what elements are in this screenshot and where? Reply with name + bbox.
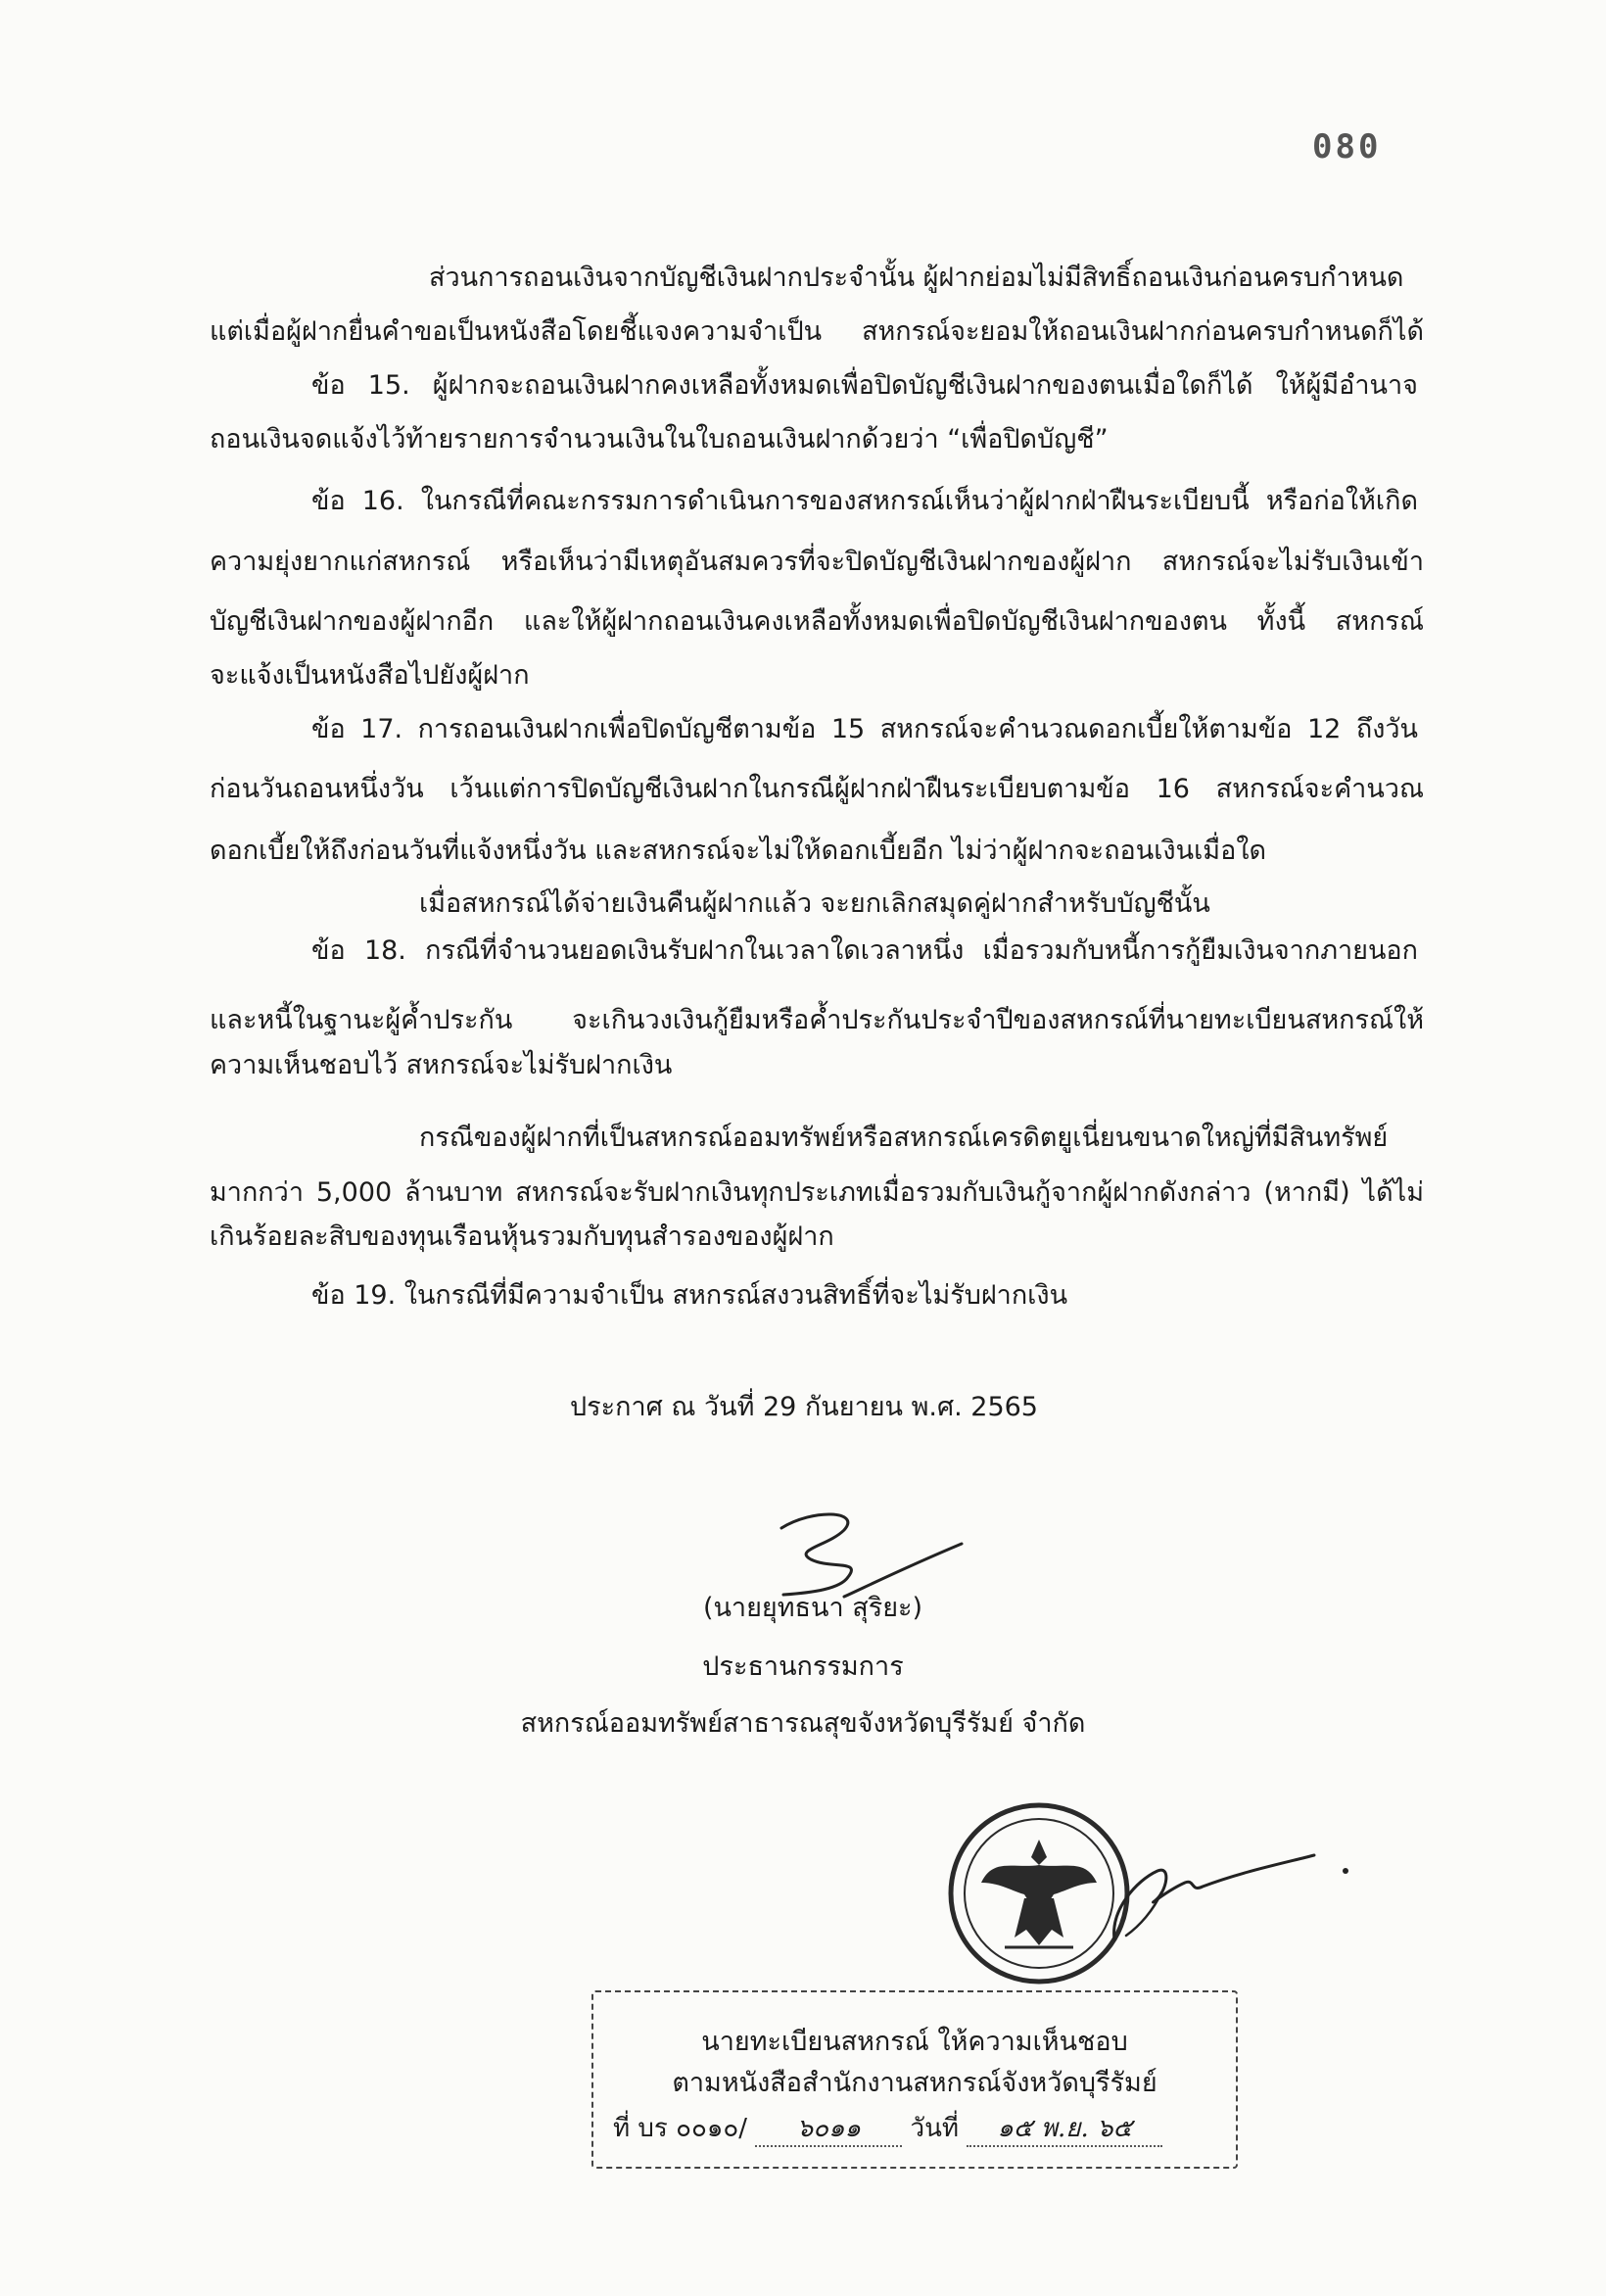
paragraph-line: ถอนเงินจดแจ้งไว้ท้ายรายการจำนวนเงินในใบถอนเงินฝากด้วยว่า “เพื่อปิดบัญชี” <box>210 424 1109 454</box>
paragraph-line: ความเห็นชอบไว้ สหกรณ์จะไม่รับฝากเงิน <box>210 1050 673 1080</box>
paragraph-line: มากกว่า 5,000 ล้านบาท สหกรณ์จะรับฝากเงินทุกประเภทเมื่อรวมกับเงินกู้จากผู้ฝากดังกล่าว (หากมี) ได้ไม่ <box>210 1177 1424 1208</box>
registrar-approval-stamp <box>591 1990 1238 2169</box>
paragraph-line: และหนี้ในฐานะผู้ค้ำประกัน จะเกินวงเงินกู้ยืมหรือค้ำประกันประจำปีของสหกรณ์ที่นายทะเบียนสหกรณ์ให้ <box>210 1005 1424 1035</box>
registrar-signature <box>1097 1842 1322 1959</box>
paragraph-line: ส่วนการถอนเงินจากบัญชีเงินฝากประจำนั้น ผู้ฝากย่อมไม่มีสิทธิ์ถอนเงินก่อนครบกำหนด <box>429 263 1404 293</box>
page-number: 080 <box>1312 127 1382 167</box>
announcement-date: ประกาศ ณ วันที่ 29 กันยายน พ.ศ. 2565 <box>570 1392 1038 1422</box>
stamp-date-label: วันที่ <box>910 2114 960 2143</box>
stamp-reference-line: ตามหนังสือสำนักงานสหกรณ์จังหวัดบุรีรัมย์ <box>672 2068 1157 2098</box>
paragraph-line: ข้อ 18. กรณีที่จำนวนยอดเงินรับฝากในเวลาใดเวลาหนึ่ง เมื่อรวมกับหนี้การกู้ยืมเงินจากภายนอก <box>311 935 1418 966</box>
paragraph-line: ก่อนวันถอนหนึ่งวัน เว้นแต่การปิดบัญชีเงินฝากในกรณีผู้ฝากฝ่าฝืนระเบียบตามข้อ 16 สหกรณ์จะคำนวณ <box>210 774 1424 804</box>
signatory-name: (นายยุทธนา สุริยะ) <box>702 1593 923 1623</box>
paragraph-line: บัญชีเงินฝากของผู้ฝากอีก และให้ผู้ฝากถอนเงินคงเหลือทั้งหมดเพื่อปิดบัญชีเงินฝากของตน ทั้งนี้ สหกรณ์ <box>210 606 1424 637</box>
paragraph-line: ข้อ 15. ผู้ฝากจะถอนเงินฝากคงเหลือทั้งหมดเพื่อปิดบัญชีเงินฝากของตนเมื่อใดก็ได้ ให้ผู้มีอำนาจ <box>311 370 1418 401</box>
stamp-ref-number: ๖๐๑๑ <box>755 2112 902 2147</box>
ink-dot <box>1342 1867 1349 1875</box>
signatory-position: ประธานกรรมการ <box>702 1651 904 1682</box>
paragraph-line: แต่เมื่อผู้ฝากยื่นคำขอเป็นหนังสือโดยชี้แจงความจำเป็น สหกรณ์จะยอมให้ถอนเงินฝากก่อนครบกำหนดก็ได้ <box>210 316 1424 347</box>
paragraph-line: ความยุ่งยากแก่สหกรณ์ หรือเห็นว่ามีเหตุอันสมควรที่จะปิดบัญชีเงินฝากของผู้ฝาก สหกรณ์จะไม่รับเงินเข้า <box>210 547 1424 577</box>
paragraph-line: เกินร้อยละสิบของทุนเรือนหุ้นรวมกับทุนสำรองของผู้ฝาก <box>210 1221 834 1252</box>
paragraph-line: ข้อ 16. ในกรณีที่คณะกรรมการดำเนินการของสหกรณ์เห็นว่าผู้ฝากฝ่าฝืนระเบียบนี้ หรือก่อให้เกิด <box>311 486 1418 516</box>
paragraph-line: ดอกเบี้ยให้ถึงก่อนวันที่แจ้งหนึ่งวัน และสหกรณ์จะไม่ให้ดอกเบี้ยอีก ไม่ว่าผู้ฝากจะถอนเงินเมื่อใด <box>210 836 1267 866</box>
stamp-document-reference <box>613 2112 1162 2147</box>
paragraph-line: จะแจ้งเป็นหนังสือไปยังผู้ฝาก <box>210 660 530 691</box>
paragraph-line: เมื่อสหกรณ์ได้จ่ายเงินคืนผู้ฝากแล้ว จะยกเลิกสมุดคู่ฝากสำหรับบัญชีนั้น <box>419 888 1210 919</box>
stamp-approval-line: นายทะเบียนสหกรณ์ ให้ความเห็นชอบ <box>701 2027 1128 2057</box>
paragraph-line: ข้อ 17. การถอนเงินฝากเพื่อปิดบัญชีตามข้อ 15 สหกรณ์จะคำนวณดอกเบี้ยให้ตามข้อ 12 ถึงวัน <box>311 714 1418 744</box>
paragraph-line: กรณีของผู้ฝากที่เป็นสหกรณ์ออมทรัพย์หรือสหกรณ์เครดิตยูเนี่ยนขนาดใหญ่ที่มีสินทรัพย์ <box>419 1123 1389 1153</box>
paragraph-line: ข้อ 19. ในกรณีที่มีความจำเป็น สหกรณ์สงวนสิทธิ์ที่จะไม่รับฝากเงิน <box>311 1280 1068 1311</box>
signatory-organization: สหกรณ์ออมทรัพย์สาธารณสุขจังหวัดบุรีรัมย์ จำกัด <box>520 1708 1086 1739</box>
stamp-ref-prefix: ที่ บร ๐๐๑๐/ <box>613 2114 748 2143</box>
stamp-date-value: ๑๕ พ.ย. ๖๕ <box>967 2112 1162 2147</box>
